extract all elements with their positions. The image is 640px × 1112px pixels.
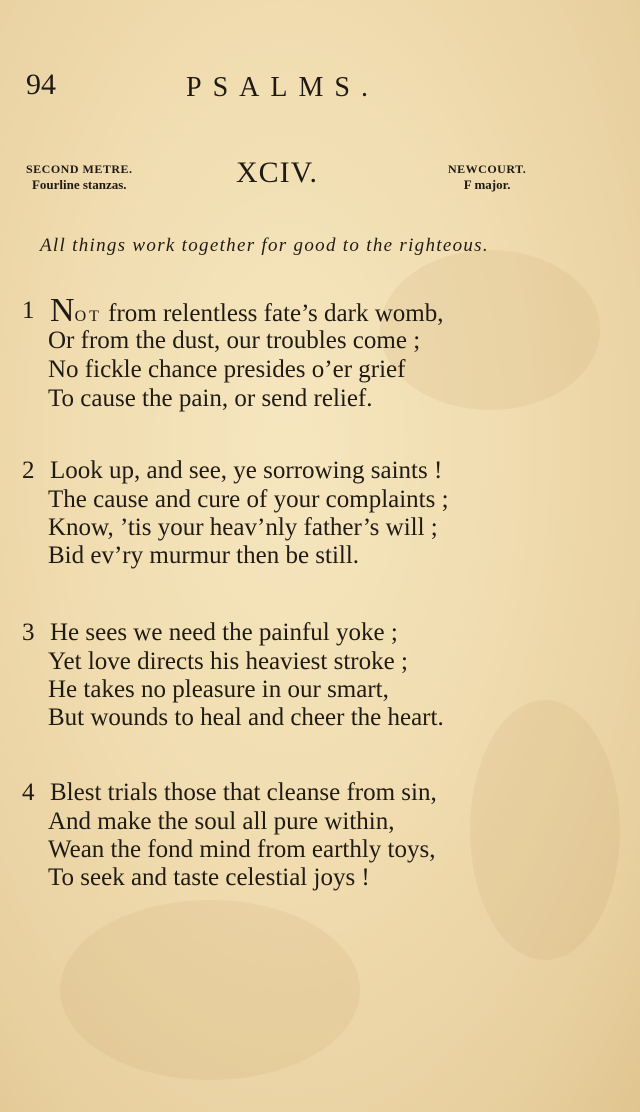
tune-info [448,162,526,192]
stanza-number: 2 [22,457,35,484]
stanza-line: To seek and taste celestial joys ! [48,864,370,891]
tune-key: F major. [463,177,511,192]
stanza-line: Know, ’tis your heav’nly father’s will ; [48,514,438,541]
stanza-line: And make the soul all pure within, [48,808,395,835]
stanza-line: He takes no pleasure in our smart, [48,676,389,703]
stanza-line: The cause and cure of your complaints ; [48,486,449,513]
paper-stain [60,900,360,1080]
stanza-line: Or from the dust, our troubles come ; [48,327,421,354]
stanza-line: To cause the pain, or send relief. [48,385,373,412]
stanza-line: Wean the fond mind from earthly toys, [48,836,436,863]
line-text: from relentless fate’s dark womb, [101,300,444,327]
psalm-number: XCIV. [236,156,318,189]
psalm-subtitle: All things work together for good to the righteous. [40,235,489,256]
stanza-line: Yet love directs his heaviest stroke ; [48,648,408,675]
stanza-line: Blest trials those that cleanse from sin, [50,779,437,806]
stanza-form-label: Fourline stanzas. [31,177,127,192]
stanza-line: Bid ev’ry murmur then be still. [48,542,360,569]
stanza-number: 1 [22,297,35,324]
stanza-line: But wounds to heal and cheer the heart. [48,704,444,731]
stanza-line: No fickle chance presides o’er grief [48,356,406,383]
stanza-line: He sees we need the painful yoke ; [50,619,398,646]
running-title: PSALMS. [186,72,379,103]
metre-info [26,162,133,192]
drop-cap: N [50,292,75,329]
page-number: 94 [26,68,56,101]
paper-stain [470,700,620,960]
stanza-number: 4 [22,779,35,806]
stanza-number: 3 [22,619,35,646]
metre-label: SECOND METRE. [26,162,133,176]
small-caps-text: OT [74,308,102,325]
tune-name: NEWCOURT. [448,162,527,176]
stanza-line: Look up, and see, ye sorrowing saints ! [50,457,443,484]
